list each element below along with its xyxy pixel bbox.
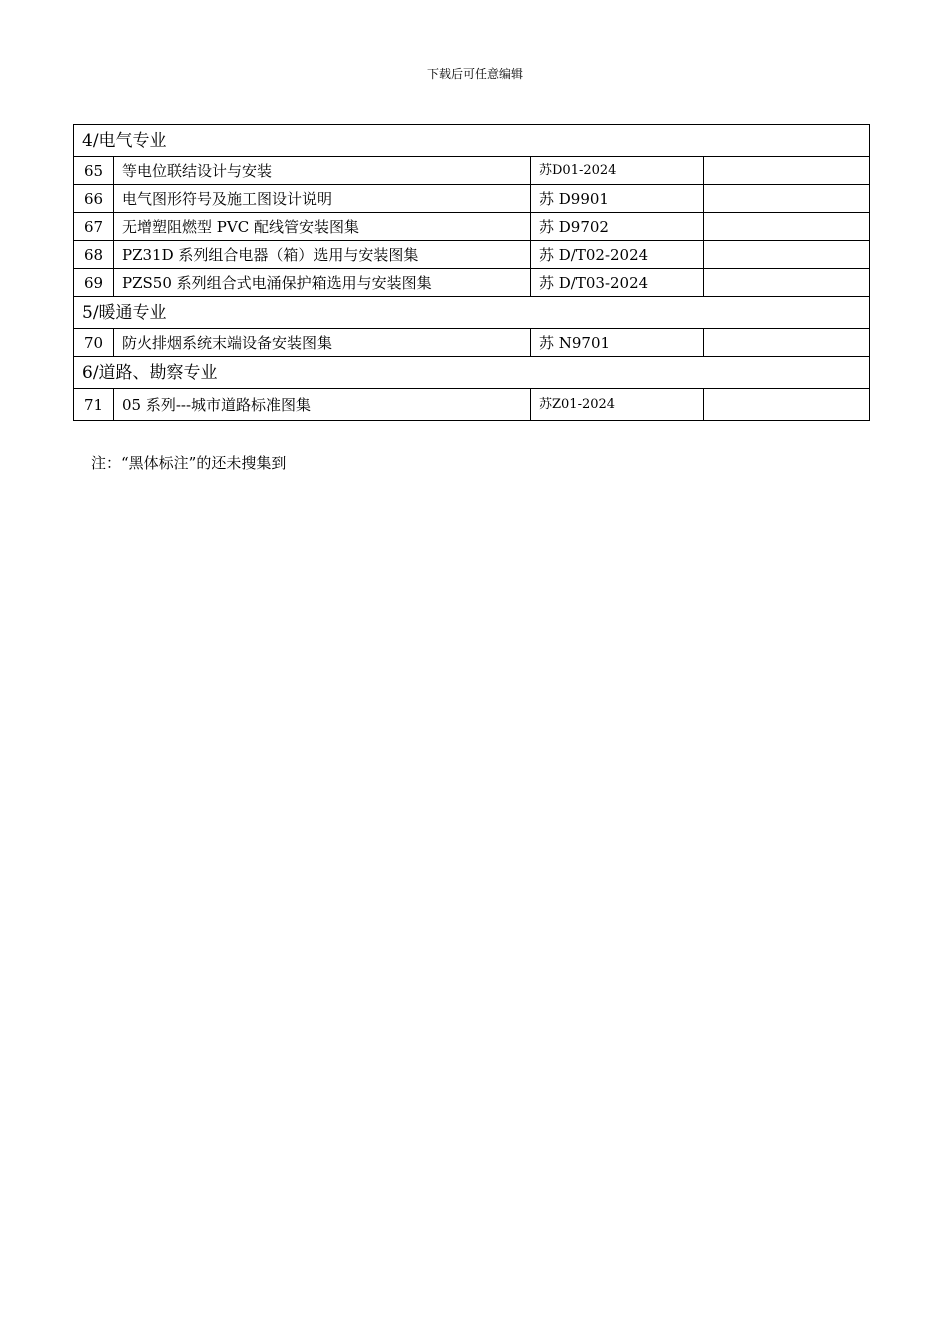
footnote: 注：“黑体标注”的还未搜集到 (91, 454, 287, 472)
row-code: 苏 N9701 (531, 329, 704, 357)
row-code: 苏 D/T03-2024 (531, 269, 704, 297)
standards-table (73, 124, 870, 421)
table-row (74, 241, 870, 269)
row-code: 苏 D9901 (531, 185, 704, 213)
row-name: PZ31D 系列组合电器（箱）选用与安装图集 (114, 241, 531, 269)
table-row (74, 213, 870, 241)
row-extra (704, 241, 870, 269)
row-number: 65 (74, 157, 114, 185)
row-number: 68 (74, 241, 114, 269)
row-extra (704, 269, 870, 297)
row-name: 防火排烟系统末端设备安装图集 (114, 329, 531, 357)
row-code: 苏 D9702 (531, 213, 704, 241)
row-name: 05 系列---城市道路标准图集 (114, 389, 531, 421)
row-extra (704, 185, 870, 213)
row-extra (704, 157, 870, 185)
section-title: 5/暖通专业 (74, 297, 870, 329)
row-name: 等电位联结设计与安装 (114, 157, 531, 185)
row-extra (704, 329, 870, 357)
table-row (74, 329, 870, 357)
table-row (74, 269, 870, 297)
section-header-row (74, 297, 870, 329)
row-name: 电气图形符号及施工图设计说明 (114, 185, 531, 213)
row-number: 71 (74, 389, 114, 421)
row-extra (704, 213, 870, 241)
row-name: 无增塑阻燃型 PVC 配线管安装图集 (114, 213, 531, 241)
row-extra (704, 389, 870, 421)
section-title: 4/电气专业 (74, 125, 870, 157)
section-header-row (74, 125, 870, 157)
row-code: 苏 D/T02-2024 (531, 241, 704, 269)
table-row (74, 157, 870, 185)
table-row (74, 389, 870, 421)
section-header-row (74, 357, 870, 389)
row-number: 69 (74, 269, 114, 297)
row-name: PZS50 系列组合式电涌保护箱选用与安装图集 (114, 269, 531, 297)
row-number: 66 (74, 185, 114, 213)
table-row (74, 185, 870, 213)
row-code: 苏D01-2024 (531, 157, 704, 185)
page-header: 下载后可任意编辑 (426, 67, 523, 81)
row-number: 70 (74, 329, 114, 357)
row-code: 苏Z01-2024 (531, 389, 704, 421)
section-title: 6/道路、勘察专业 (74, 357, 870, 389)
row-number: 67 (74, 213, 114, 241)
